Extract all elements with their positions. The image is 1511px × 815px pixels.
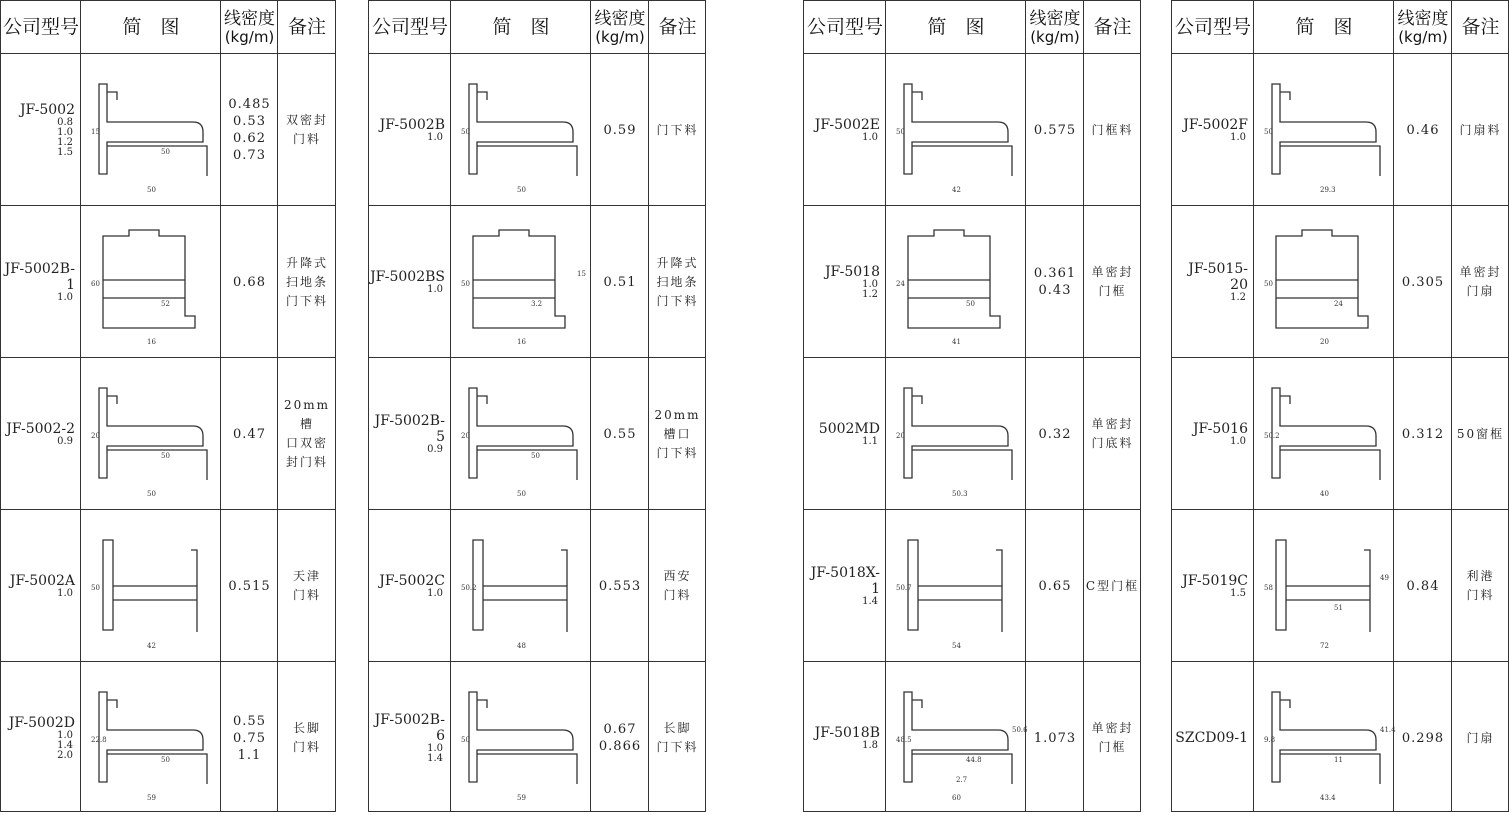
note-line: 门扇 [1466, 284, 1495, 298]
profile-diagram [451, 206, 590, 357]
thickness-value: 1.0 [57, 588, 73, 599]
note-line: 门下料 [656, 293, 699, 308]
thickness-value: 1.4 [427, 753, 443, 764]
header-model: 公司型号 [806, 16, 883, 38]
note-line: 单密封 [1091, 417, 1134, 431]
density-value: 0.47 [233, 426, 266, 442]
note-line: 西安 [663, 569, 692, 583]
table-row [1172, 661, 1508, 814]
header-density-label: 线密度 [594, 8, 646, 29]
density-value: 0.55 [233, 713, 266, 729]
model-cell [804, 54, 886, 206]
header-note: 备注 [658, 16, 697, 38]
model-name: JF-5018 [824, 264, 880, 280]
density-cell [1394, 54, 1452, 206]
table-row [1, 509, 335, 662]
header-diagram: 简 图 [122, 16, 180, 38]
note-line: 门下料 [656, 740, 699, 754]
model-name: JF-5002-2 [6, 421, 75, 437]
note-line: 门料 [1466, 588, 1495, 602]
header-density [591, 1, 649, 53]
note-cell [278, 206, 336, 358]
model-cell [369, 510, 451, 662]
table-row [1, 205, 335, 358]
thickness-value: 0.9 [57, 436, 73, 447]
dimension-label: 49 [1380, 574, 1389, 582]
note-line: 门下料 [285, 293, 328, 308]
density-value: 0.312 [1401, 426, 1445, 442]
dimension-label: 50 [966, 300, 975, 308]
model-cell [369, 662, 451, 814]
model-name: 5002MD [818, 421, 880, 437]
profile-diagram [81, 206, 220, 357]
profile-diagram [1254, 54, 1393, 205]
header-model: 公司型号 [371, 16, 448, 38]
note-line: 单密封 [1091, 721, 1134, 735]
dimension-label: 50 [517, 186, 526, 194]
note-cell [1084, 510, 1141, 662]
density-cell [591, 510, 649, 662]
note-line: 扫地条 [656, 274, 699, 289]
dimension-label: 11 [1334, 756, 1343, 764]
model-name: JF-5015-20 [1188, 261, 1248, 293]
model-name: JF-5002A [9, 573, 75, 589]
dimension-label: 58 [1264, 584, 1273, 592]
thickness-value: 1.0 [57, 730, 73, 741]
dimension-label: 54 [952, 642, 961, 650]
spec-table [0, 0, 336, 812]
note-line: 门料 [292, 132, 321, 146]
dimension-label: 29.3 [1320, 186, 1336, 194]
header-density [1394, 1, 1452, 53]
table-row [804, 205, 1140, 358]
thickness-value: 1.1 [862, 436, 878, 447]
dimension-label: 40 [1320, 490, 1329, 498]
density-cell [1394, 358, 1452, 510]
note-line: C型门框 [1085, 578, 1140, 593]
dimension-label: 50 [161, 756, 170, 764]
header-model: 公司型号 [2, 16, 79, 38]
model-cell [369, 206, 451, 358]
note-line: 20mm槽口 [654, 407, 701, 441]
note-cell [649, 54, 706, 206]
density-cell [591, 54, 649, 206]
model-cell [1172, 510, 1254, 662]
dimension-label: 16 [517, 338, 526, 346]
model-name: JF-5002BS [370, 269, 445, 285]
profile-diagram [886, 662, 1028, 813]
dimension-label: 50 [161, 452, 170, 460]
density-value: 0.75 [233, 730, 266, 746]
note-line: 扫地条 [285, 274, 328, 289]
model-cell [1172, 54, 1254, 206]
dimension-label: 50 [461, 736, 470, 744]
note-line: 天津 [292, 569, 321, 583]
density-cell [221, 662, 278, 814]
note-line: 门下料 [656, 445, 699, 460]
note-line: 门料 [663, 588, 692, 602]
header-density-label: 线密度 [1029, 8, 1081, 29]
density-value: 0.43 [1038, 283, 1072, 298]
model-cell [804, 358, 886, 510]
table-row [369, 53, 705, 206]
note-line: 口双密 [285, 436, 328, 450]
density-value: 0.68 [233, 274, 266, 290]
table-row [1, 53, 335, 206]
header-diagram: 简 图 [1295, 16, 1353, 38]
note-cell [649, 510, 706, 662]
model-name: JF-5002 [19, 102, 75, 118]
profile-diagram [81, 358, 220, 509]
thickness-value: 1.5 [57, 147, 73, 158]
note-line: 门料 [292, 740, 321, 754]
dimension-label: 42 [147, 642, 156, 650]
density-value: 0.305 [1401, 274, 1445, 290]
dimension-label: 50.6 [1012, 726, 1028, 734]
dimension-label: 20 [1320, 338, 1329, 346]
table-header [804, 1, 1140, 54]
note-cell [649, 662, 706, 814]
profile-diagram [1254, 206, 1393, 357]
table-row [804, 661, 1140, 814]
model-name: JF-5018B [814, 725, 880, 741]
table-row [1172, 357, 1508, 510]
dimension-label: 15 [91, 128, 100, 136]
model-name: JF-5002C [379, 573, 445, 589]
dimension-label: 42 [952, 186, 961, 194]
density-value: 0.51 [603, 274, 637, 290]
model-name: JF-5002E [814, 117, 880, 133]
dimension-label: 50 [147, 186, 156, 194]
dimension-label: 50 [1264, 280, 1273, 288]
density-value: 0.515 [228, 578, 271, 594]
model-cell [1, 358, 81, 510]
model-cell [1, 54, 81, 206]
model-name: JF-5019C [1182, 573, 1248, 589]
header-model: 公司型号 [1174, 16, 1251, 38]
density-value: 0.485 [228, 97, 271, 112]
dimension-label: 16 [147, 338, 156, 346]
table-row [1172, 53, 1508, 206]
thickness-value: 1.0 [427, 743, 443, 754]
note-line: 升降式 [285, 255, 328, 270]
thickness-value: 1.8 [862, 740, 878, 751]
thickness-value: 1.0 [427, 132, 443, 143]
table-row [804, 53, 1140, 206]
thickness-value: 1.4 [57, 740, 73, 751]
header-density-unit: (kg/m) [1030, 27, 1080, 46]
note-cell [278, 358, 336, 510]
note-line: 单密封 [1459, 265, 1502, 279]
dimension-label: 48 [517, 642, 526, 650]
model-cell [369, 54, 451, 206]
dimension-label: 50 [517, 490, 526, 498]
table-row [1, 661, 335, 814]
density-cell [1026, 358, 1084, 510]
density-value: 1.1 [237, 747, 262, 763]
density-value: 0.65 [1038, 578, 1072, 594]
dimension-label: 52 [161, 300, 170, 308]
density-cell [591, 206, 649, 358]
dimension-label: 50.3 [952, 490, 968, 498]
profile-diagram [451, 54, 590, 205]
note-line: 门下料 [656, 122, 699, 137]
density-cell [591, 358, 649, 510]
density-value: 0.866 [598, 739, 642, 754]
model-cell [1172, 358, 1254, 510]
profile-diagram [81, 662, 220, 813]
note-cell [1084, 358, 1141, 510]
profile-diagram [886, 206, 1025, 357]
dimension-label: 24 [896, 280, 905, 288]
thickness-value: 1.2 [862, 289, 878, 300]
dimension-label: 50 [896, 128, 905, 136]
dimension-label: 60 [952, 794, 961, 802]
dimension-label: 50 [461, 280, 470, 288]
model-cell [1, 206, 81, 358]
dimension-label: 50.7 [896, 584, 912, 592]
note-line: 门扇料 [1459, 122, 1502, 137]
note-cell [1452, 206, 1509, 358]
profile-diagram [81, 510, 220, 661]
profile-diagram [1254, 358, 1393, 509]
thickness-value: 1.0 [57, 127, 73, 138]
header-density-unit: (kg/m) [595, 27, 645, 46]
table-header [1172, 1, 1508, 54]
note-line: 长脚 [663, 721, 692, 735]
dimension-label: 48.5 [896, 736, 912, 744]
note-line: 门扇 [1466, 730, 1495, 745]
note-line: 门料 [292, 588, 321, 602]
note-line: 50窗框 [1456, 426, 1505, 441]
thickness-value: 1.0 [1230, 132, 1246, 143]
density-value: 0.84 [1406, 578, 1440, 594]
density-cell [1394, 206, 1452, 358]
table-row [369, 661, 705, 814]
model-name: JF-5002B [379, 117, 445, 133]
header-density [221, 1, 278, 53]
table-row [804, 357, 1140, 510]
dimension-label: 20 [91, 432, 100, 440]
table-header [369, 1, 705, 54]
header-diagram: 简 图 [492, 16, 550, 38]
dimension-label: 50.2 [1264, 432, 1280, 440]
dimension-label: 41 [952, 338, 961, 346]
note-cell [649, 358, 706, 510]
note-cell [1084, 206, 1141, 358]
note-cell [278, 54, 336, 206]
dimension-label: 20 [461, 432, 470, 440]
note-cell [278, 510, 336, 662]
model-cell [1, 510, 81, 662]
dimension-label: 41.4 [1380, 726, 1396, 734]
thickness-value: 1.0 [427, 284, 443, 295]
table-row [369, 357, 705, 510]
density-cell [591, 662, 649, 814]
dimension-label: 50 [531, 452, 540, 460]
profile-diagram [886, 358, 1025, 509]
profile-diagram [451, 358, 590, 509]
spec-table [803, 0, 1141, 812]
table-header [1, 1, 335, 54]
profile-diagram [886, 54, 1025, 205]
profile-diagram [451, 510, 590, 661]
thickness-value: 1.4 [862, 596, 878, 607]
density-value: 0.55 [603, 426, 637, 442]
thickness-value: 1.0 [57, 292, 73, 303]
density-cell [1394, 510, 1452, 662]
note-line: 双密封 [285, 113, 328, 127]
table-row [369, 509, 705, 662]
model-cell [804, 510, 886, 662]
model-name: JF-5016 [1192, 421, 1248, 437]
density-cell [221, 510, 278, 662]
thickness-value: 1.0 [862, 132, 878, 143]
note-line: 门底料 [1091, 436, 1134, 450]
profile-diagram [1254, 662, 1396, 813]
density-value: 0.73 [233, 148, 266, 163]
note-cell [278, 662, 336, 814]
thickness-value: 1.0 [1230, 436, 1246, 447]
dimension-label: 60 [91, 280, 100, 288]
dimension-label: 50 [147, 490, 156, 498]
header-note: 备注 [1461, 16, 1500, 38]
density-cell [221, 54, 278, 206]
dimension-label: 43.4 [1320, 794, 1336, 802]
model-name: JF-5002B-6 [374, 712, 445, 744]
density-cell [1394, 662, 1452, 814]
note-line: 长脚 [292, 721, 321, 735]
table-row [804, 509, 1140, 662]
note-line: 门框料 [1091, 122, 1134, 137]
dimension-label: 50 [91, 584, 100, 592]
spec-table [368, 0, 706, 812]
model-name: SZCD09-1 [1175, 730, 1248, 746]
profile-diagram [1254, 510, 1393, 661]
header-density-label: 线密度 [224, 8, 275, 29]
model-name: JF-5018X-1 [810, 565, 880, 597]
note-cell [1452, 662, 1509, 814]
density-value: 0.32 [1038, 426, 1072, 442]
dimension-label: 44.8 [966, 756, 982, 764]
thickness-value: 1.0 [427, 588, 443, 599]
density-value: 0.59 [603, 122, 637, 138]
dimension-label: 3.2 [531, 300, 543, 308]
profile-diagram [81, 54, 220, 205]
density-value: 0.67 [603, 722, 637, 737]
header-density [1026, 1, 1084, 53]
note-line: 单密封 [1091, 265, 1134, 279]
note-cell [649, 206, 706, 358]
dimension-label: 50.2 [461, 584, 477, 592]
model-cell [1172, 662, 1254, 814]
density-value: 0.298 [1401, 730, 1445, 746]
thickness-value: 0.8 [57, 117, 73, 128]
density-cell [1026, 206, 1084, 358]
density-cell [221, 206, 278, 358]
dimension-label: 50 [161, 148, 170, 156]
note-line: 升降式 [656, 255, 699, 270]
dimension-label: 20 [896, 432, 905, 440]
note-cell [1452, 54, 1509, 206]
note-line: 门框 [1098, 284, 1127, 298]
header-density-unit: (kg/m) [1398, 27, 1448, 46]
model-cell [1, 662, 81, 814]
dimension-label: 22.8 [91, 736, 107, 744]
spec-table [1171, 0, 1509, 812]
thickness-value: 1.5 [1230, 588, 1246, 599]
header-density-label: 线密度 [1397, 8, 1449, 29]
table-row [1172, 509, 1508, 662]
profile-diagram [886, 510, 1025, 661]
header-density-unit: (kg/m) [224, 27, 275, 46]
profile-diagram [451, 662, 590, 813]
model-name: JF-5002F [1183, 117, 1248, 133]
note-line: 封门料 [285, 455, 328, 469]
dimension-label: 50 [461, 128, 470, 136]
model-name: JF-5002B-1 [4, 261, 75, 293]
thickness-value: 1.2 [1230, 292, 1246, 303]
table-row [1172, 205, 1508, 358]
note-cell [1084, 54, 1141, 206]
note-cell [1452, 358, 1509, 510]
model-cell [804, 662, 886, 814]
model-name: JF-5002B-5 [374, 413, 445, 445]
thickness-value: 1.2 [57, 137, 73, 148]
dimension-label: 50 [1264, 128, 1273, 136]
density-value: 0.53 [233, 114, 266, 129]
density-value: 0.575 [1033, 122, 1077, 138]
density-value: 0.361 [1033, 266, 1077, 281]
note-cell [1084, 662, 1141, 814]
header-diagram: 简 图 [927, 16, 985, 38]
density-cell [1026, 510, 1084, 662]
dimension-label: 59 [147, 794, 156, 802]
model-name: JF-5002D [8, 715, 75, 731]
note-line: 20mm槽 [283, 398, 331, 431]
dimension-label: 24 [1334, 300, 1343, 308]
note-line: 利港 [1466, 569, 1495, 583]
dimension-label: 15 [577, 270, 586, 278]
density-cell [1026, 662, 1084, 814]
header-note: 备注 [287, 16, 326, 38]
dimension-label: 51 [1334, 604, 1343, 612]
thickness-value: 2.0 [57, 750, 73, 761]
note-cell [1452, 510, 1509, 662]
density-value: 1.073 [1033, 730, 1077, 746]
model-cell [804, 206, 886, 358]
thickness-value: 0.9 [427, 444, 443, 455]
density-value: 0.46 [1406, 122, 1440, 138]
density-cell [221, 358, 278, 510]
dimension-label: 2.7 [956, 776, 968, 784]
model-cell [369, 358, 451, 510]
dimension-label: 9.8 [1264, 736, 1276, 744]
density-value: 0.62 [233, 131, 266, 146]
density-value: 0.553 [598, 578, 642, 594]
header-note: 备注 [1093, 16, 1132, 38]
note-line: 门框 [1098, 740, 1127, 754]
table-row [1, 357, 335, 510]
thickness-value: 1.0 [862, 279, 878, 290]
density-cell [1026, 54, 1084, 206]
model-cell [1172, 206, 1254, 358]
dimension-label: 59 [517, 794, 526, 802]
table-row [369, 205, 705, 358]
dimension-label: 72 [1320, 642, 1329, 650]
